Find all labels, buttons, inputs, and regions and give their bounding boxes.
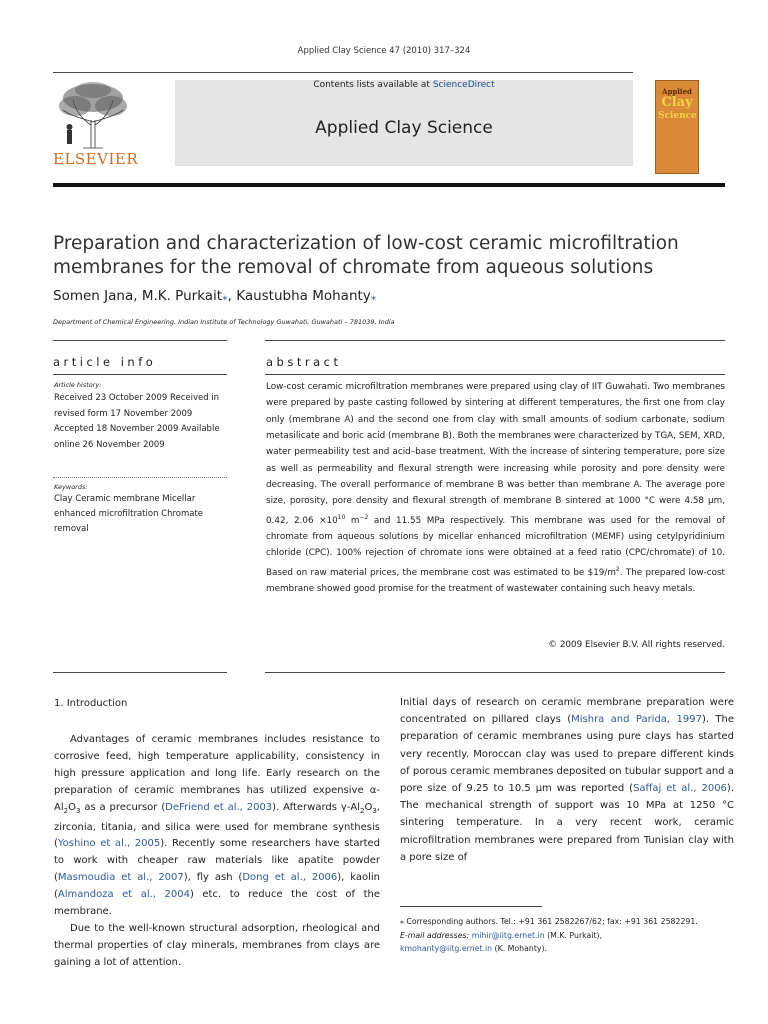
superscript: 10 xyxy=(337,513,346,521)
footnote-emails xyxy=(400,929,734,956)
header-rule xyxy=(53,72,633,73)
citation-link[interactable]: Mishra and Parida, 1997 xyxy=(571,714,702,726)
citation-link[interactable]: Masmoudia et al., 2007 xyxy=(57,872,184,884)
author-list xyxy=(53,288,733,304)
subscript: 2 xyxy=(63,806,69,815)
paragraph xyxy=(54,732,380,921)
citation-link[interactable]: Yoshino et al., 2005 xyxy=(57,838,161,850)
sciencedirect-link[interactable]: ScienceDirect xyxy=(432,80,495,90)
body-column-left xyxy=(54,732,380,972)
email-label: E-mail addresses: xyxy=(400,930,470,940)
body-text: ). Recently some researchers have started to work with cheaper raw materials like apatite powder ( xyxy=(54,838,380,884)
citation-link[interactable]: Almandoza et al., 2004 xyxy=(57,889,190,901)
body-text: , zirconia, titania, and silica were used for membrane synthesis ( xyxy=(54,801,380,850)
footnote xyxy=(400,915,734,956)
title-line-1: Preparation and characterization of low-cost ceramic microfiltration xyxy=(53,233,679,254)
body-text: as a precursor ( xyxy=(80,801,166,813)
body-text: ). Afterwards γ-Al xyxy=(272,801,360,813)
subscript: 3 xyxy=(372,806,377,815)
rule xyxy=(53,672,227,673)
email-owner: (K. Mohanty). xyxy=(492,944,548,954)
contents-line xyxy=(175,80,633,90)
citation-link[interactable]: Dong et al., 2006 xyxy=(242,872,338,884)
footnote-corresponding xyxy=(400,915,734,929)
contents-prefix: Contents lists available at xyxy=(313,80,433,90)
copyright: © 2009 Elsevier B.V. All rights reserved. xyxy=(548,640,725,650)
abstract-text: . The prepared low-cost membrane showed good promise for the treatment of wastewater containing such heavy metals. xyxy=(266,567,725,594)
paragraph xyxy=(400,694,734,866)
body-column-right xyxy=(400,694,734,866)
title-line-2: membranes for the removal of chromate from aqueous solutions xyxy=(53,257,654,278)
affiliation: Department of Chemical Engineering, Indian Institute of Technology Guwahati, Guwahati – 781039, India xyxy=(53,318,395,326)
body-text: O xyxy=(68,801,76,813)
keywords-label: Keywords: xyxy=(54,483,88,491)
citation-link[interactable]: DeFriend et al., 2003 xyxy=(165,801,273,813)
citation-link[interactable]: Saffaj et al., 2006 xyxy=(633,783,727,795)
corresponding-mark[interactable]: ⁎ xyxy=(370,290,377,303)
journal-cover-image xyxy=(655,80,699,174)
article-title xyxy=(53,232,733,280)
section-heading-introduction: 1. Introduction xyxy=(54,698,128,709)
rule xyxy=(265,672,725,673)
body-text: ), kaolin ( xyxy=(54,872,381,901)
journal-citation: Applied Clay Science 47 (2010) 317–324 xyxy=(297,46,471,56)
cover-line3: Science xyxy=(658,111,697,121)
rule xyxy=(265,374,725,375)
body-text: ), fly ash ( xyxy=(183,872,243,884)
footnote-mark: ⁎ xyxy=(400,917,404,926)
superscript: −2 xyxy=(359,513,369,521)
body-text: ). The mechanical strength of support was 10 MPa at 1250 °C sintering temperature. In a very recent work, ceramic microfiltration membranes were prepared from Tunisian clay with a pore size of xyxy=(400,783,735,863)
footnote-rule xyxy=(400,906,542,907)
rule xyxy=(53,340,227,341)
body-text: O xyxy=(364,801,373,813)
corresponding-mark[interactable]: ⁎ xyxy=(222,290,228,303)
body-text: ). The preparation of ceramic membranes using pure clays has started very recently. Moroccan clay was used to prepare different kinds of porous ceramic membranes deposited on tubular support and a pore size of 9.25 to 10.5 μm was reported ( xyxy=(400,714,734,795)
author-separator: , xyxy=(227,288,237,304)
email-link-purkait[interactable]: mihir@iitg.ernet.in xyxy=(471,930,545,940)
body-text: Advantages of ceramic membranes includes resistance to corrosive feed, high temperature applicability, consistency in high pressure application and long life. Early research on the preparation of ceramic membranes has utilized expensive α-Al xyxy=(54,734,380,813)
article-info-heading: article info xyxy=(53,355,157,369)
info-divider xyxy=(53,477,227,478)
cover-line1: Applied xyxy=(662,87,692,96)
abstract-text: and 11.55 MPa respectively. This membrane was used for the removal of chromate from aqueous solutions by micellar enhanced microfiltration (MEMF) using cetylpyridinium chloride (CPC). 100% rejection of chromate ions were obtained at a feed ratio (CPC/chromate) of 10. Based on raw material prices, the membrane cost was estimated to be $19/m xyxy=(266,515,725,578)
author-purkait[interactable]: M.K. Purkait xyxy=(141,288,223,304)
email-link-mohanty[interactable]: kmohanty@iitg.ernet.in xyxy=(400,944,493,954)
keywords-text: Clay Ceramic membrane Micellar enhanced microfiltration Chromate removal xyxy=(54,494,204,534)
header-divider xyxy=(53,183,725,187)
abstract-body xyxy=(266,379,725,597)
rule xyxy=(265,340,725,341)
email-owner: (M.K. Purkait), xyxy=(544,930,603,940)
author-jana: Somen Jana, xyxy=(53,288,142,304)
body-text: ) etc. to reduce the cost of the membrane. xyxy=(54,889,380,918)
paragraph: Due to the well-known structural adsorption, rheological and thermal properties of clay minerals, membranes from clays are gaining a lot of attention. xyxy=(54,922,380,968)
elsevier-wordmark: ELSEVIER xyxy=(53,150,139,168)
footnote-text: Corresponding authors. Tel.: +91 361 2582267/62; fax: +91 361 2582291. xyxy=(403,917,698,926)
abstract-text: m xyxy=(345,515,360,526)
journal-title: Applied Clay Science xyxy=(315,118,493,138)
subscript: 3 xyxy=(75,806,81,815)
subscript: 2 xyxy=(359,806,365,815)
rule xyxy=(53,374,227,375)
author-mohanty[interactable]: Kaustubha Mohanty xyxy=(236,288,371,304)
abstract-text: Low-cost ceramic microfiltration membranes were prepared using clay of IIT Guwahati. Two membranes were prepared by paste casting followed by sintering at different temperatures, the first one from clay only (membrane A) and the second one from clay with small amounts of sodium carbonate, sodium metasilicate and boric acid (membrane B). Both the membranes were characterized by TGA, SEM, XRD, water permeability test and acid–base treatment. With the increase of sintering temperature, pore size as well as permeability and flexural strength were increasing while porosity and pore density were decreasing. The overall performance of membrane B was better than membrane A. The average pore size, porosity, pore density and flexural strength of membrane B sintered at 1000 °C were 4.58 μm, 0.42, 2.06 ×10 xyxy=(266,382,725,526)
superscript: 2 xyxy=(615,565,620,573)
history-text: Received 23 October 2009 Received in revised form 17 November 2009 Accepted 18 November 2009 Available online 26 November 2009 xyxy=(54,393,220,450)
abstract-heading: abstract xyxy=(266,355,342,369)
history-label: Article history: xyxy=(54,381,102,389)
body-text: Initial days of research on ceramic membrane preparation were concentrated on pillared clays ( xyxy=(400,697,734,726)
cover-line2: Clay xyxy=(661,95,693,110)
